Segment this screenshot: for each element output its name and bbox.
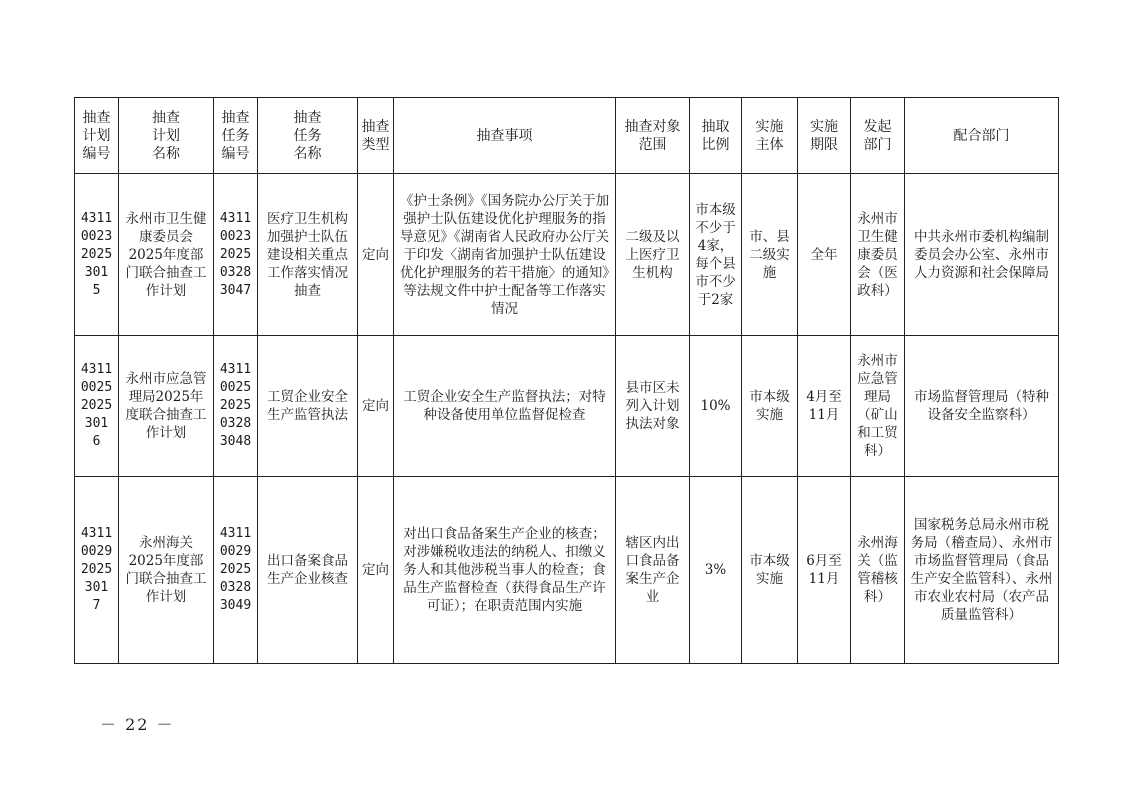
ratio-cell: 3% (690, 477, 742, 664)
table-row (75, 477, 1059, 664)
header-task-no: 抽查 任务 编号 (214, 98, 258, 174)
task-no-cell: 43110025202503283048 (214, 336, 258, 477)
header-initiator: 发起 部门 (851, 98, 905, 174)
period-cell: 4月至11月 (798, 336, 851, 477)
matters-cell: 《护士条例》《国务院办公厅关于加强护士队伍建设优化护理服务的指导意见》《湖南省人民政府办公厅关于印发〈湖南省加强护士队伍建设优化护理服务的若干措施〉的通知》等法规文件中护士配备等工作落实情况 (394, 174, 616, 336)
header-cooperators: 配合部门 (905, 98, 1059, 174)
initiator-cell: 永州海关（监管稽核科） (851, 477, 905, 664)
header-matters: 抽查事项 (394, 98, 616, 174)
scope-cell: 县市区未列入计划执法对象 (616, 336, 690, 477)
type-cell: 定向 (358, 174, 394, 336)
table-row (75, 174, 1059, 336)
header-type: 抽查 类型 (358, 98, 394, 174)
implementer-cell: 市本级实施 (742, 336, 798, 477)
initiator-cell: 永州市应急管理局（矿山和工贸科） (851, 336, 905, 477)
header-plan-no: 抽查 计划 编号 (75, 98, 119, 174)
ratio-cell: 10% (690, 336, 742, 477)
matters-cell: 工贸企业安全生产监督执法；对特种设备使用单位监督促检查 (394, 336, 616, 477)
period-cell: 6月至11月 (798, 477, 851, 664)
cooperators-cell: 市场监督管理局（特种设备安全监察科） (905, 336, 1059, 477)
table-row (75, 336, 1059, 477)
task-no-cell: 43110023202503283047 (214, 174, 258, 336)
implementer-cell: 市、县二级实施 (742, 174, 798, 336)
plan-no-cell: 431100292025301 7 (75, 477, 119, 664)
header-ratio: 抽取 比例 (690, 98, 742, 174)
header-period: 实施 期限 (798, 98, 851, 174)
scope-cell: 辖区内出口食品备案生产企业 (616, 477, 690, 664)
plan-name-cell: 永州市应急管理局2025年度联合抽查工作计划 (119, 336, 214, 477)
task-name-cell: 出口备案食品生产企业核查 (258, 477, 358, 664)
task-no-cell: 43110029202503283049 (214, 477, 258, 664)
matters-cell: 对出口食品备案生产企业的核查；对涉嫌税收违法的纳税人、扣缴义务人和其他涉税当事人的检查；食品生产监督检查（获得食品生产许可证）；在职责范围内实施 (394, 477, 616, 664)
page-number: － 22 － (100, 715, 175, 734)
task-name-cell: 医疗卫生机构加强护士队伍建设相关重点工作落实情况抽查 (258, 174, 358, 336)
plan-name-cell: 永州市卫生健康委员会2025年度部门联合抽查工作计划 (119, 174, 214, 336)
cooperators-cell: 国家税务总局永州市税务局（稽查局）、永州市市场监督管理局（食品生产安全监管科）、永州市农业农村局（农产品质量监管科） (905, 477, 1059, 664)
plan-no-cell: 431100252025301 6 (75, 336, 119, 477)
task-name-cell: 工贸企业安全生产监管执法 (258, 336, 358, 477)
header-plan-name: 抽查 计划 名称 (119, 98, 214, 174)
cooperators-cell: 中共永州市委机构编制委员会办公室、永州市人力资源和社会保障局 (905, 174, 1059, 336)
period-cell: 全年 (798, 174, 851, 336)
header-scope: 抽查对象 范围 (616, 98, 690, 174)
scope-cell: 二级及以上医疗卫生机构 (616, 174, 690, 336)
type-cell: 定向 (358, 336, 394, 477)
ratio-cell: 市本级不少于4家，每个县市不少于2家 (690, 174, 742, 336)
plan-no-cell: 431100232025301 5 (75, 174, 119, 336)
header-implementer: 实施 主体 (742, 98, 798, 174)
type-cell: 定向 (358, 477, 394, 664)
inspection-plan-table (74, 97, 1059, 664)
initiator-cell: 永州市卫生健康委员会（医政科） (851, 174, 905, 336)
implementer-cell: 市本级实施 (742, 477, 798, 664)
plan-name-cell: 永州海关2025年度部门联合抽查工作计划 (119, 477, 214, 664)
table-header-row (75, 98, 1059, 174)
header-task-name: 抽查 任务 名称 (258, 98, 358, 174)
